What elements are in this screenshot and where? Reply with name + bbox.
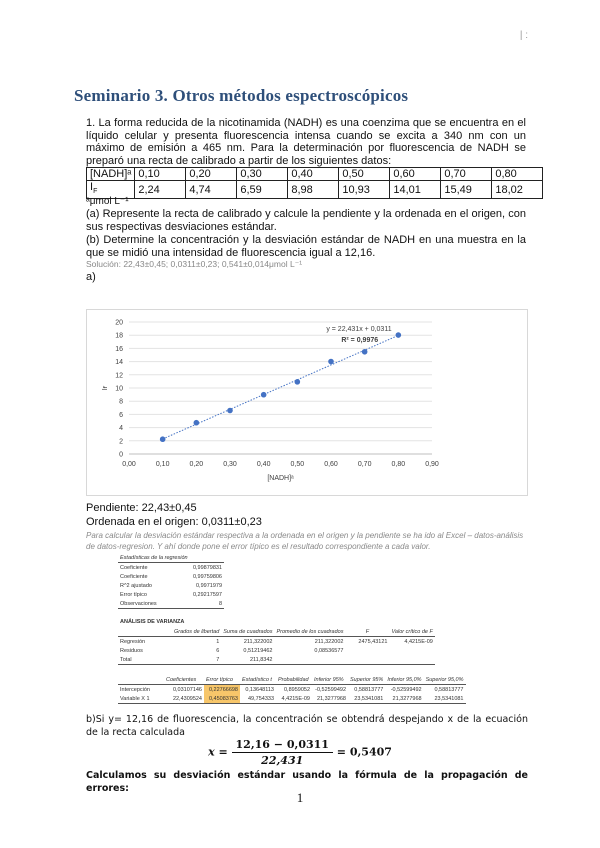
table-row: [87, 168, 543, 181]
coef-header: Estadístico t: [240, 675, 276, 685]
stat-value: 0,99879831: [192, 564, 222, 571]
table-row: [118, 627, 435, 637]
header-mark: | :: [519, 30, 528, 41]
anova-cell: [389, 646, 434, 655]
part-b-text: b)Si y= 12,16 de fluorescencia, la concentración se obtendrá despejando x de la ecuación de la recta calculada: [86, 714, 528, 738]
coef-cell: 23,5341081: [348, 694, 385, 704]
page-number: 1: [296, 790, 304, 805]
coef-header: Inferior 95,0%: [387, 676, 422, 683]
table-row: [118, 675, 466, 685]
x-tick-label: 0,00: [122, 461, 136, 468]
x-tick-label: 0,50: [290, 461, 305, 468]
coef-cell: 0,58813777: [354, 686, 384, 693]
table-cell: 18,02: [492, 181, 543, 199]
anova-cell: Residuos: [120, 647, 143, 654]
table-row: [118, 694, 466, 704]
y-tick-label: 4: [119, 425, 123, 433]
coef-cell: 21,3277968: [385, 694, 423, 704]
anova-cell: 6: [216, 647, 220, 654]
coef-cell: -0,52599492: [315, 686, 346, 693]
table-row: [118, 581, 224, 590]
equation-lhs: x =: [208, 745, 228, 759]
coef-cell: 23,5341081: [424, 694, 466, 704]
table-row: [118, 637, 435, 647]
anova-header: Valor crítico de F: [391, 628, 433, 635]
coef-header: Superior 95%: [350, 676, 384, 683]
anova-cell: 0,51219462: [243, 647, 273, 654]
x-axis-label: [NADH]ᵃ: [267, 475, 294, 482]
anova-cell: Regresión: [120, 638, 146, 645]
anova-cell: 211,322002: [314, 638, 344, 645]
y-tick-label: 16: [115, 345, 123, 353]
coef-cell: Intercepción: [120, 686, 150, 693]
data-point: [261, 392, 267, 398]
anova-cell: 2475,43121: [358, 638, 388, 645]
anova-cell: 211,322002: [243, 638, 273, 645]
table-cell: 0,80: [492, 168, 543, 181]
stat-value: 8: [176, 599, 224, 609]
anova-header: [118, 627, 172, 637]
excel-anova-block: [118, 618, 435, 665]
row-label-main: I: [90, 181, 94, 193]
y-axis-label: Iғ: [102, 385, 109, 391]
data-point: [227, 408, 233, 414]
anova-cell: Total: [118, 655, 172, 665]
table-cell: 0,40: [288, 168, 339, 181]
table-footnote: ᵃμmol L⁻¹: [86, 196, 129, 207]
table-row-label: [NADH]ᵃ: [87, 168, 135, 181]
equation-label: y = 22,431x + 0,0311: [326, 326, 392, 334]
table-row: [118, 599, 224, 609]
stat-label: Observaciones: [118, 599, 176, 609]
data-point: [328, 359, 334, 365]
question-b: (b) Determine la concentración y la desviación estándar de NADH en una muestra en la que se midió una intensidad de fluorescencia igual a 12,16.: [86, 234, 526, 259]
excel-stats-title: Estadísticas de la regresión: [118, 553, 224, 563]
stat-value: 0,99759806: [192, 573, 222, 580]
coef-cell: 0,13648113: [245, 686, 274, 693]
excel-coef-table: [118, 675, 466, 704]
excel-stats-table: [118, 553, 224, 609]
table-cell: 2,24: [135, 181, 186, 199]
y-tick-label: 6: [119, 411, 123, 419]
excel-anova-table: [118, 627, 435, 665]
anova-cell: 0,08536577: [314, 647, 344, 654]
table-cell: 0,30: [237, 168, 288, 181]
coef-header: Coeficientes: [164, 675, 204, 685]
page-title: Seminario 3. Otros métodos espectroscópicos: [74, 86, 409, 105]
coef-cell-highlight: 0,22766698: [204, 685, 240, 695]
y-tick-label: 18: [115, 332, 123, 340]
anova-header: Promedio de los cuadrados: [276, 628, 344, 635]
table-cell: 6,59: [237, 181, 288, 199]
coef-header: Inferior 95%: [312, 675, 348, 685]
anova-header: F: [345, 627, 389, 637]
data-point: [295, 379, 301, 385]
intercept-result: Ordenada en el origen: 0,0311±0,23: [86, 516, 262, 528]
excel-note: Para calcular la desviación estándar respectiva a la ordenada en el origen y la pendiente se ha ido al Excel – datos-análisis de datos-regresion. Y ahí donde pone el error típico es el resultado correspondiente a cada valor.: [86, 531, 524, 551]
equation-numerator: 12,16 − 0,0311: [232, 738, 333, 753]
x-tick-label: 0,90: [425, 461, 439, 468]
stat-label: R^2 ajustado: [120, 582, 152, 589]
coef-header: Probabilidad: [276, 675, 312, 685]
excel-stats-block: [118, 553, 348, 609]
table-row: [118, 646, 435, 655]
anova-cell: 211,8342: [221, 655, 274, 665]
table-cell: 0,10: [135, 168, 186, 181]
coef-cell: -0,52599492: [390, 686, 422, 693]
stat-value: 0,29217597: [192, 591, 222, 598]
y-tick-label: 10: [115, 385, 123, 393]
anova-cell: [274, 655, 345, 665]
final-text: Calculamos su desviación estándar usando la fórmula de la propagación de errores:: [86, 770, 528, 794]
table-cell: 15,49: [441, 181, 492, 199]
coef-cell: 0,58813777: [434, 686, 464, 693]
x-tick-label: 0,20: [189, 461, 204, 468]
excel-coef-block: [118, 675, 466, 704]
coef-cell: 21,3277968: [312, 694, 348, 704]
table-cell: 0,50: [339, 168, 390, 181]
chart-svg: [87, 310, 527, 495]
x-tick-label: 0,30: [223, 461, 237, 468]
data-point: [362, 349, 368, 355]
y-tick-label: 12: [115, 372, 123, 380]
coef-cell: Variable X 1: [118, 694, 164, 704]
x-tick-label: 0,60: [324, 461, 338, 468]
data-point: [194, 420, 200, 426]
x-tick-label: 0,80: [391, 461, 406, 468]
equation-denominator: 22,431: [261, 754, 304, 767]
coef-cell: 0,03107146: [172, 686, 202, 693]
table-cell: 14,01: [390, 181, 441, 199]
r2-label: R² = 0,9976: [341, 336, 379, 344]
excel-anova-title: ANÁLISIS DE VARIANZA: [120, 619, 185, 625]
anova-cell: 1: [216, 638, 220, 645]
table-cell: 4,74: [186, 181, 237, 199]
data-point: [160, 436, 166, 442]
coef-cell: 4,4215E-09: [276, 694, 312, 704]
anova-cell: 4,4215E-09: [404, 638, 433, 645]
table-cell: 10,93: [339, 181, 390, 199]
coef-cell: 49,754333: [240, 694, 276, 704]
y-tick-label: 20: [115, 319, 123, 327]
solution-text: Solución: 22,43±0,45; 0,0311±0,23; 0,541±0,014μmol L⁻¹: [86, 259, 303, 269]
coef-header: [118, 675, 164, 685]
anova-header: Grados de libertad: [174, 628, 220, 635]
table-row: [118, 685, 466, 695]
anova-cell: [345, 655, 389, 665]
x-tick-label: 0,10: [155, 461, 170, 468]
coef-header: Error típico: [204, 675, 240, 685]
y-tick-label: 2: [119, 438, 123, 446]
question-a: (a) Represente la recta de calibrado y calcule la pendiente y la ordenada en el origen, con sus respectivas desviaciones estándar.: [86, 208, 526, 233]
table-row: [118, 563, 224, 573]
calibration-chart: [86, 309, 528, 496]
x-tick-label: 0,40: [256, 461, 271, 468]
data-table-wrap: [86, 167, 543, 199]
stat-label: Error típico: [120, 591, 147, 598]
problem-intro: 1. La forma reducida de la nicotinamida (NADH) es una coenzima que se encuentra en el líquido celular y presenta fluorescencia intensa cuando se excita a 340 nm con un máximo de emisión a 465 nm. Para la determinación por fluorescencia de NADH se preparó una recta de calibrado a partir de los siguientes datos:: [86, 117, 526, 167]
coef-header: Superior 95,0%: [425, 676, 464, 683]
equation-fraction: [232, 738, 333, 767]
table-row: [118, 590, 224, 599]
stat-label: Coeficiente: [120, 573, 148, 580]
stat-label: Coeficiente: [120, 564, 148, 571]
table-cell: 0,20: [186, 168, 237, 181]
anova-cell: 7: [172, 655, 221, 665]
equation: [0, 738, 600, 767]
y-tick-label: 8: [119, 398, 123, 406]
anova-cell: [389, 655, 434, 665]
coef-cell: 0,8959052: [284, 686, 310, 693]
y-tick-label: 0: [119, 451, 123, 459]
slope-result: Pendiente: 22,43±0,45: [86, 502, 197, 514]
y-tick-label: 14: [115, 359, 123, 367]
x-tick-label: 0,70: [357, 461, 372, 468]
table-row: [118, 655, 435, 665]
row-label-sub: F: [93, 188, 98, 196]
part-a-label: a): [86, 271, 96, 283]
table-cell: 0,70: [441, 168, 492, 181]
anova-header: Suma de cuadrados: [223, 628, 273, 635]
table-row: [118, 572, 224, 581]
data-table: [86, 167, 543, 199]
equation-rhs: = 0,5407: [336, 745, 392, 759]
data-point: [396, 332, 402, 338]
anova-cell: [345, 646, 389, 655]
stat-value: 0,9971979: [196, 582, 222, 589]
table-cell: 0,60: [390, 168, 441, 181]
coef-cell: 22,4309524: [164, 694, 204, 704]
coef-cell-highlight: 0,45083763: [204, 694, 240, 704]
table-cell: 8,98: [288, 181, 339, 199]
